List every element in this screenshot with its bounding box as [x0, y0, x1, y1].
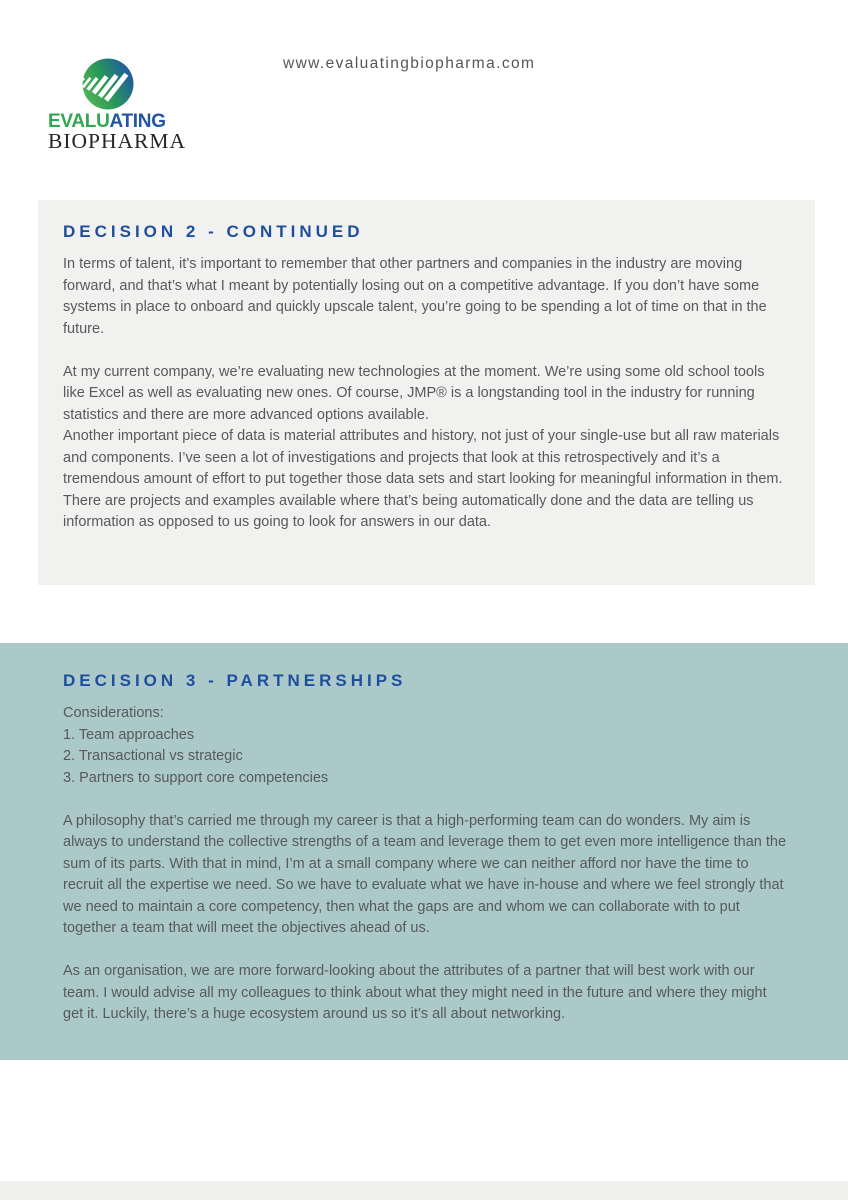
decision-3-paragraph-2: As an organisation, we are more forward-looking about the attributes of a partner that will best work with our team. I would advise all my colleagues to think about what they might need in the future and where they might get it. Luckily, there’s a huge ecosystem around us so it’s all about networking.: [63, 963, 767, 1022]
footer-strip: [0, 1181, 848, 1200]
logo-text-blue: ATING: [109, 111, 166, 132]
decision-3-paragraph-1: A philosophy that’s carried me through my career is that a high-performing team can do wonders. My aim is always to understand the collective strengths of a team and leverage them to get even more intelligence than the sum of its parts. With that in mind, I’m at a small company where we can neither afford nor have the time to recruit all the expertise we need. So we have to evaluate what we have in-house and where we feel strongly that we need to maintain a core competency, then what the gaps are and whom we can collaborate with to put together a team that will meet the objectives ahead of us.: [63, 812, 787, 936]
company-logo: [48, 57, 208, 153]
logo-wordmark-evaluating: [48, 113, 208, 130]
consideration-item-1: 1. Team approaches: [63, 726, 195, 743]
website-url: www.evaluatingbiopharma.com: [283, 55, 536, 72]
considerations-label: Considerations:: [63, 705, 164, 721]
decision-3-title: DECISION 3 - PARTNERSHIPS: [63, 671, 407, 690]
decision-2-title: DECISION 2 - CONTINUED: [63, 222, 364, 241]
section-decision-3: [0, 643, 848, 1060]
decision-2-paragraph-3: Another important piece of data is material attributes and history, not just of your single-use but all raw materials and components. I’ve seen a lot of investigations and projects that look at this retrospectively and it’s a tremendous amount of effort to put together those data sets and start looking for meaningful information in them. There are projects and examples available where that’s being automatically done and the data are telling us information as opposed to us going to look for answers in our data.: [63, 428, 783, 530]
decision-2-paragraph-1: In terms of talent, it’s important to remember that other partners and companies in the industry are moving forward, and that’s what I meant by potentially losing out on a competitive advantage. If you don’t have some systems in place to onboard and quickly upscale talent, you’re going to be spending a lot of time on that in the future.: [63, 256, 767, 337]
consideration-item-2: 2. Transactional vs strategic: [63, 748, 243, 764]
logo-text-green: EVALU: [48, 111, 110, 132]
section-decision-2: [38, 200, 815, 585]
logo-bar-chart-globe-icon: [81, 57, 135, 111]
consideration-item-3: 3. Partners to support core competencies: [63, 769, 329, 786]
decision-2-paragraph-2: At my current company, we’re evaluating new technologies at the moment. We’re using some old school tools like Excel as well as evaluating new ones. Of course, JMP® is a longstanding tool in the industry for running statistics and there are more advanced options available.: [63, 363, 765, 423]
logo-wordmark-biopharma: BIOPHARMA: [48, 129, 187, 153]
